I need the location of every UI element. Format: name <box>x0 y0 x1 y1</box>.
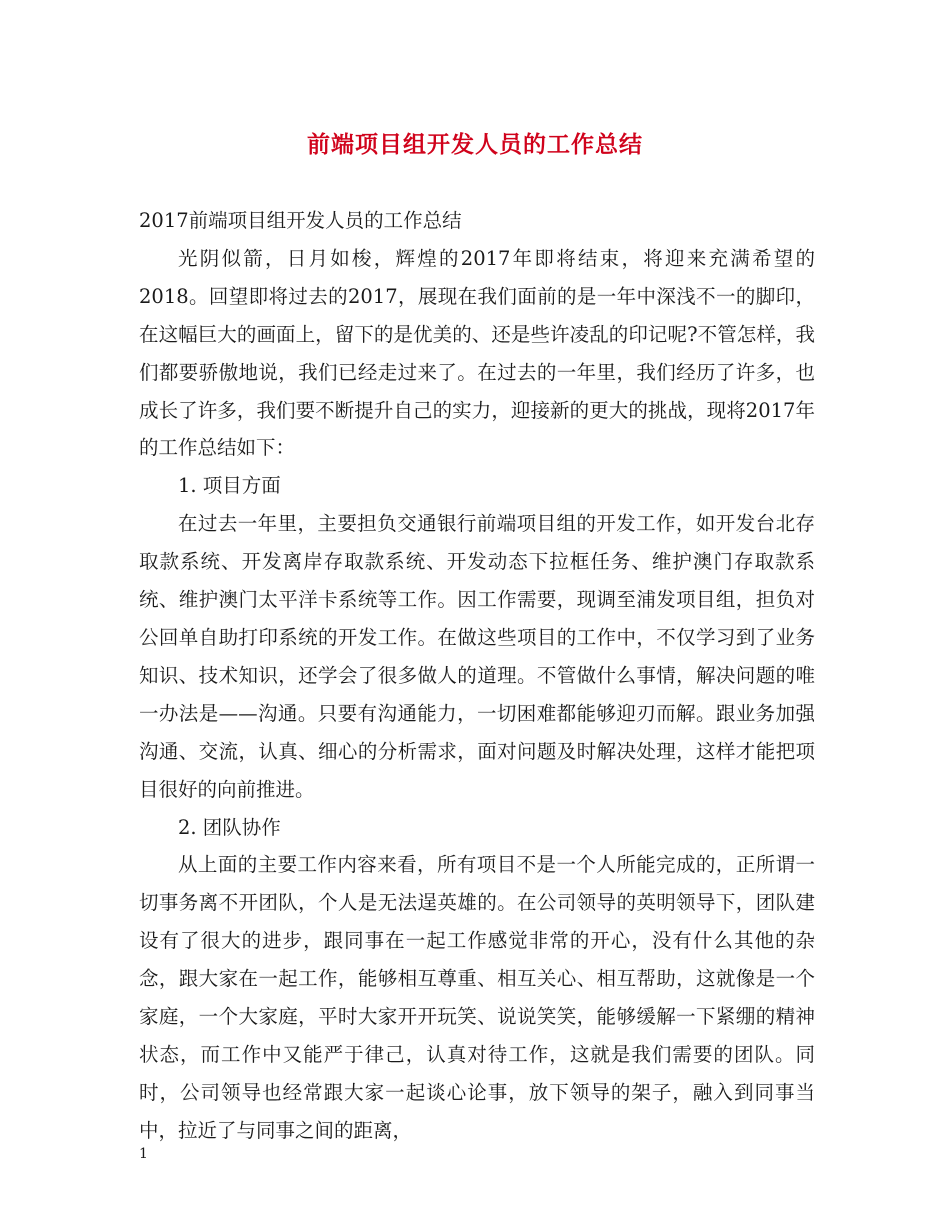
subtitle-paragraph: 2017前端项目组开发人员的工作总结 <box>139 209 462 232</box>
document-body <box>139 202 815 1150</box>
page-number: 1 <box>139 1146 148 1162</box>
section-heading-team: 2. 团队协作 <box>178 815 281 839</box>
team-paragraph: 从上面的主要工作内容来看，所有项目不是一个人所能完成的，正所谓一切事务离不开团队，个人是无法逞英雄的。在公司领导的英明领导下，团队建设有了很大的进步，跟同事在一起工作感觉非常的开心，没有什么其他的杂念，跟大家在一起工作，能够相互尊重、相互关心、相互帮助，这就像是一个家庭，一个大家庭，平时大家开开玩笑、说说笑笑，能够缓解一下紧绷的精神状态，而工作中又能严于律己，认真对待工作，这就是我们需要的团队。同时，公司领导也经常跟大家一起谈心论事，放下领导的架子，融入到同事当中，拉近了与同事之间的距离， <box>139 853 815 1142</box>
intro-paragraph: 光阴似箭，日月如梭，辉煌的2017年即将结束，将迎来充满希望的2018。回望即将过去的2017，展现在我们面前的是一年中深浅不一的脚印，在这幅巨大的画面上，留下的是优美的、还是些许凌乱的印记呢?不管怎样，我们都要骄傲地说，我们已经走过来了。在过去的一年里，我们经历了许多，也成长了许多，我们要不断提升自己的实力，迎接新的更大的挑战，现将2017年的工作总结如下： <box>139 246 815 460</box>
project-paragraph: 在过去一年里，主要担负交通银行前端项目组的开发工作，如开发台北存取款系统、开发离岸存取款系统、开发动态下拉框任务、维护澳门存取款系统、维护澳门太平洋卡系统等工作。因工作需要，现调至浦发项目组，担负对公回单自助打印系统的开发工作。在做这些项目的工作中，不仅学习到了业务知识、技术知识，还学会了很多做人的道理。不管做什么事情，解决问题的唯一办法是——沟通。只要有沟通能力，一切困难都能够迎刃而解。跟业务加强沟通、交流，认真、细心的分析需求，面对问题及时解决处理，这样才能把项目很好的向前推进。 <box>139 512 815 801</box>
section-heading-project: 1. 项目方面 <box>178 474 281 498</box>
document-title: 前端项目组开发人员的工作总结 <box>307 131 643 158</box>
